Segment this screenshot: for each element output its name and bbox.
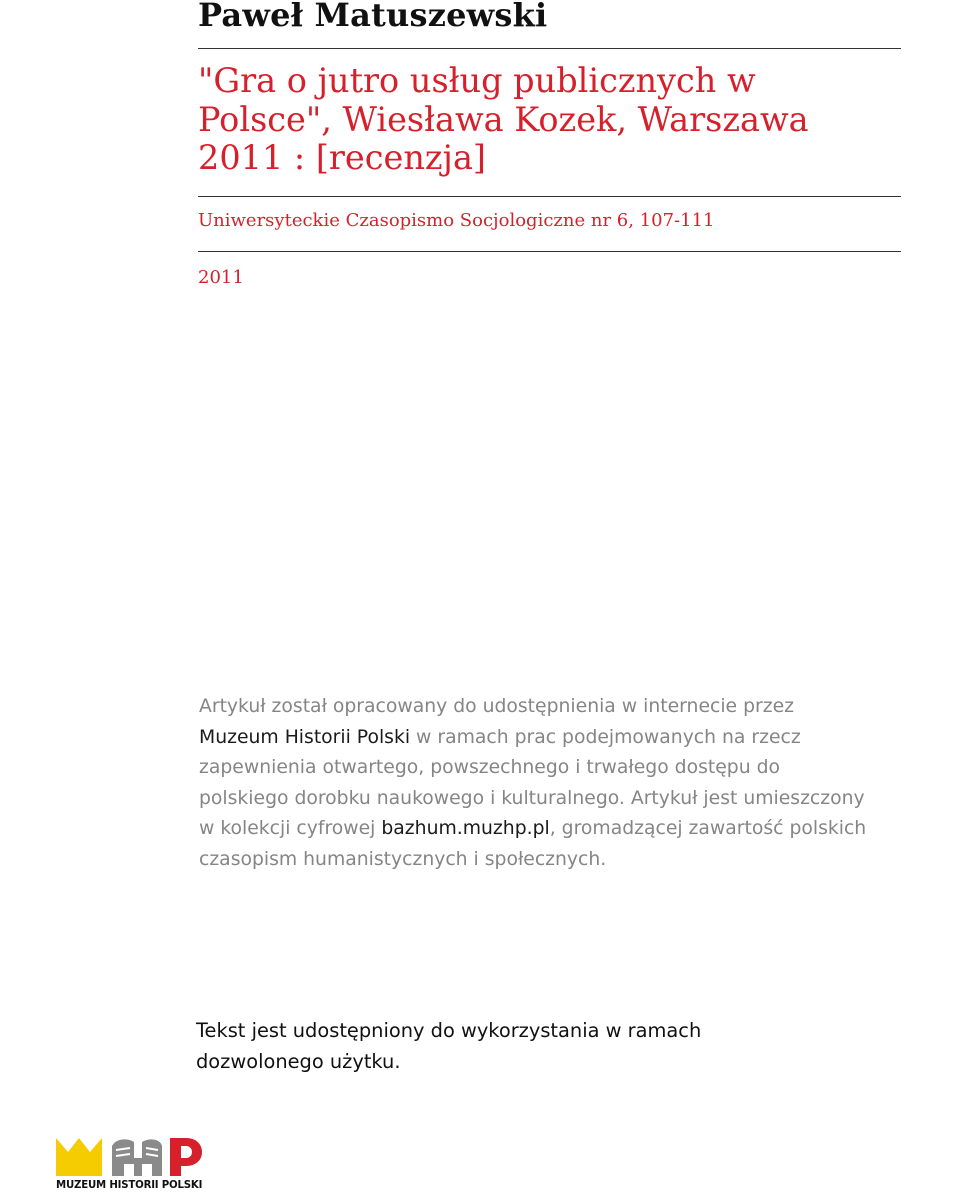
usage-line: dozwolonego użytku. xyxy=(196,1050,401,1073)
journal-citation: Uniwersyteckie Czasopismo Socjologiczne nr 6, 107-111 xyxy=(198,210,715,231)
availability-notice xyxy=(199,692,899,875)
notice-line: zapewnienia otwartego, powszechnego i trwałego dostępu do xyxy=(199,757,780,778)
museum-logo xyxy=(56,1136,202,1194)
notice-line: czasopism humanistycznych i społecznych. xyxy=(199,848,607,870)
document-title: "Gra o jutro usług publicznych w Polsce", Wiesława Kozek, Warszawa 2011 : [recenzja] xyxy=(198,61,809,177)
notice-line: polskiego dorobku naukowego i kulturalnego. Artykuł jest umieszczony xyxy=(199,787,865,809)
usage-line: Tekst jest udostępniony do wykorzystania w ramach xyxy=(196,1019,702,1042)
author-name: Paweł Matuszewski xyxy=(198,0,548,34)
logo-wings-shape xyxy=(112,1139,162,1176)
notice-line xyxy=(199,814,899,845)
notice-text: , gromadzącej zawartość polskich xyxy=(549,818,867,839)
notice-text: w ramach prac podejmowanych na rzecz xyxy=(410,726,801,748)
museum-name: Muzeum Historii Polski xyxy=(199,726,411,748)
logo-caption: MUZEUM HISTORII POLSKI xyxy=(56,1180,203,1191)
divider xyxy=(198,196,901,197)
notice-text: w kolekcji cyfrowej xyxy=(199,818,382,839)
site-link[interactable]: bazhum.muzhp.pl xyxy=(381,818,550,839)
logo-p-shape xyxy=(170,1138,202,1176)
divider xyxy=(198,251,901,252)
notice-line: Artykuł został opracowany do udostępnienia w internecie przez xyxy=(199,696,794,717)
museum-logo-mark-icon xyxy=(56,1136,202,1180)
publication-year: 2011 xyxy=(198,267,244,288)
divider xyxy=(198,48,901,49)
notice-line xyxy=(199,723,899,754)
logo-crown-shape xyxy=(56,1138,102,1176)
usage-notice xyxy=(196,1015,701,1077)
